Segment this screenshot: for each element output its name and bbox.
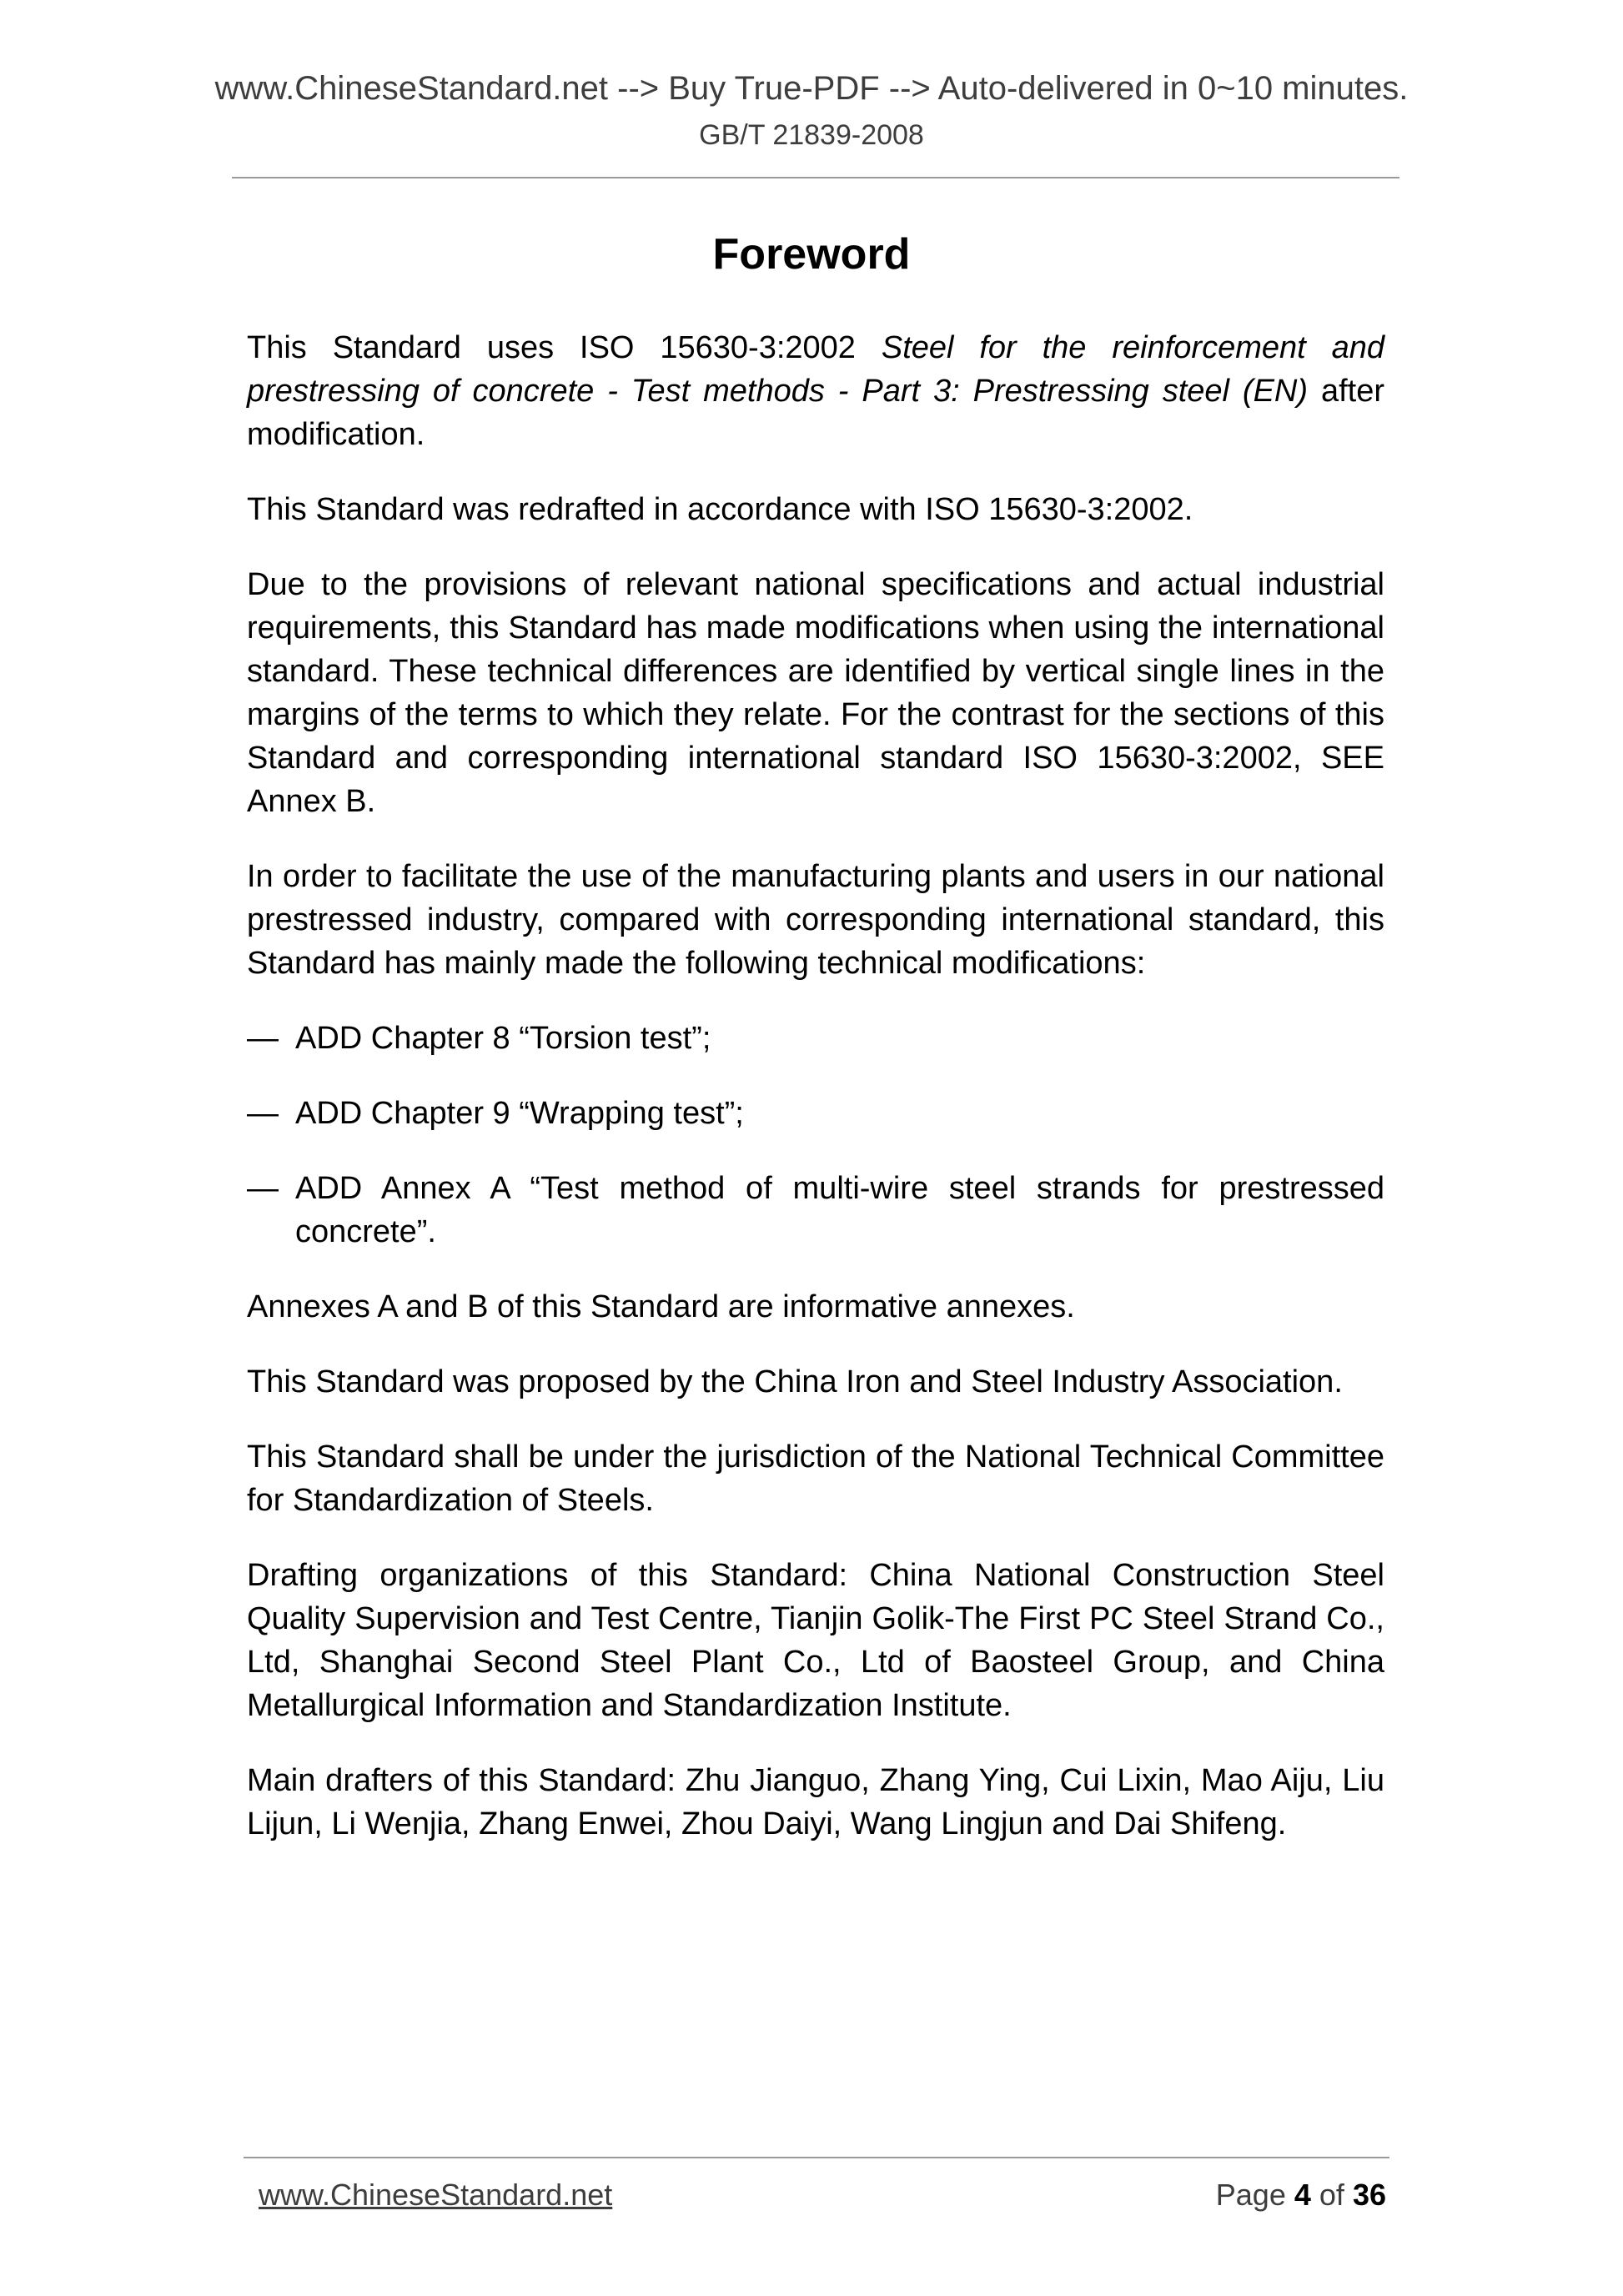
page-of-label: of [1319, 2178, 1344, 2212]
page-number [1216, 2174, 1386, 2216]
list-item [247, 1017, 1384, 1060]
paragraph-technical-modifications: In order to facilitate the use of the manufacturing plants and users in our national prestressed industry, compared with corresponding international standard, this Standard has mainly made the following technical modifications: [247, 859, 1384, 981]
list-item [247, 1167, 1384, 1254]
paragraph-proposed-by: This Standard was proposed by the China Iron and Steel Industry Association. [247, 1364, 1343, 1399]
document-code: GB/T 21839-2008 [699, 119, 924, 151]
list-item-text: ADD Chapter 9 “Wrapping test”; [295, 1096, 744, 1131]
paragraph-modifications: Due to the provisions of relevant national specifications and actual industrial requirements, this Standard has made modifications when using the international standard. These technical differences are identified by vertical single lines in the margins of the terms to which they relate. For the contrast for the sections of this Standard and corresponding international standard ISO 15630-3:2002, SEE Annex B. [247, 567, 1384, 819]
paragraph-lead-text: This Standard uses ISO 15630-3:2002 [247, 330, 882, 365]
footer-site-link[interactable]: www.ChineseStandard.net [259, 2178, 613, 2212]
referenced-standard-title: Steel for the reinforcement and prestressing of concrete - Test methods - Part 3: Prestressing steel (EN) [247, 330, 1384, 409]
current-page: 4 [1294, 2178, 1311, 2212]
paragraph-drafting-organizations: Drafting organizations of this Standard: China National Construction Steel Quality Supervision and Test Centre, Tianjin Golik-The First PC Steel Strand Co., Ltd, Shanghai Second Steel Plant Co., Ltd of Baosteel Group, and China Metallurgical Information and Standardization Institute. [247, 1558, 1384, 1723]
paragraph-redrafted: This Standard was redrafted in accordance with ISO 15630-3:2002. [247, 492, 1193, 527]
paragraph-standard-basis [247, 326, 1384, 456]
total-pages: 36 [1352, 2178, 1386, 2212]
paragraph-tail-text: after modification. [247, 374, 1384, 452]
page-label: Page [1215, 2178, 1286, 2212]
list-item [247, 1092, 1384, 1135]
dash-marker: — [247, 1021, 279, 1056]
promo-banner[interactable]: www.ChineseStandard.net --> Buy True-PDF --> Auto-delivered in 0~10 minutes. [214, 70, 1409, 107]
footer-divider [244, 2157, 1389, 2158]
list-item-text: ADD Annex A “Test method of multi-wire steel strands for prestressed concrete”. [295, 1171, 1384, 1249]
page-title: Foreword [712, 230, 911, 279]
dash-marker: — [247, 1171, 279, 1206]
list-item-text: ADD Chapter 8 “Torsion test”; [295, 1021, 711, 1056]
paragraph-jurisdiction: This Standard shall be under the jurisdiction of the National Technical Committee for Standardization of Steels. [247, 1439, 1384, 1518]
paragraph-annexes: Annexes A and B of this Standard are informative annexes. [247, 1289, 1075, 1324]
document-body [247, 326, 1384, 1877]
paragraph-main-drafters: Main drafters of this Standard: Zhu Jianguo, Zhang Ying, Cui Lixin, Mao Aiju, Liu Lijun, Li Wenjia, Zhang Enwei, Zhou Daiyi, Wang Lingjun and Dai Shifeng. [247, 1763, 1384, 1841]
header-divider [232, 177, 1399, 178]
dash-marker: — [247, 1096, 279, 1131]
